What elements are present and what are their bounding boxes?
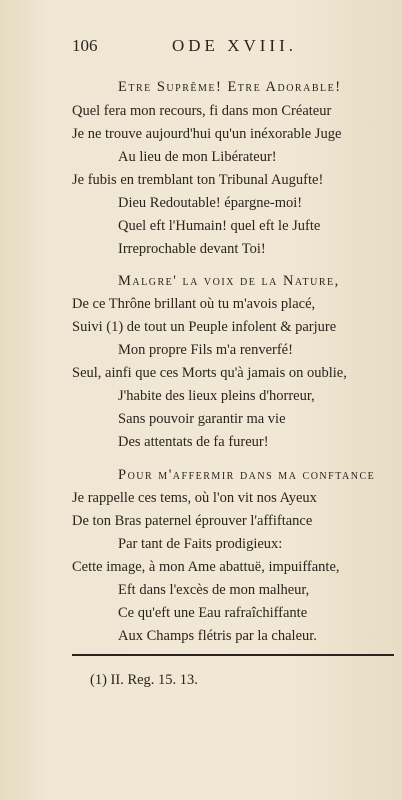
running-head: ODE XVIII.: [172, 36, 297, 55]
verse-line: Cette image, à mon Ame abattuë, impuiffante,: [72, 559, 340, 575]
verse-line: Sans pouvoir garantir ma vie: [118, 411, 286, 427]
page-number: 106: [72, 36, 98, 55]
footnote-rule: [72, 654, 394, 656]
verse-line: Etre Suprême! Etre Adorable!: [118, 79, 342, 95]
verse-line: De ton Bras paternel éprouver l'affiftance: [72, 513, 313, 529]
verse-line: Suivi (1) de tout un Peuple infolent & parjure: [72, 319, 337, 335]
verse-line: Pour m'affermir dans ma conftance: [118, 467, 376, 483]
verse-line: De ce Thrône brillant où tu m'avois placé,: [72, 296, 316, 312]
verse-line: Des attentats de fa fureur!: [118, 434, 269, 450]
verse-line: Je fubis en tremblant ton Tribunal Augufte!: [72, 172, 324, 188]
verse-line: Je ne trouve aujourd'hui qu'un inéxorable Juge: [72, 126, 342, 142]
verse-line: Dieu Redoutable! épargne-moi!: [118, 195, 303, 211]
verse-line: Par tant de Faits prodigieux:: [118, 536, 283, 552]
verse-line: Mon propre Fils m'a renverfé!: [118, 342, 293, 358]
verse-line: Ce qu'eft une Eau rafraîchiffante: [118, 605, 308, 621]
verse-line: Quel eft l'Humain! quel eft le Jufte: [118, 218, 321, 234]
verse-line: Seul, ainfi que ces Morts qu'à jamais on oublie,: [72, 365, 347, 381]
verse-line: Quel fera mon recours, fi dans mon Créateur: [72, 103, 332, 119]
verse-line: Je rappelle ces tems, où l'on vit nos Ayeux: [72, 490, 317, 506]
footnote: (1) II. Reg. 15. 13.: [90, 672, 198, 688]
verse-line: J'habite des lieux pleins d'horreur,: [118, 388, 315, 404]
page-header: [0, 36, 402, 60]
verse-line: Eft dans l'excès de mon malheur,: [118, 582, 310, 598]
verse-line: Malgre' la voix de la Nature,: [118, 273, 340, 289]
verse-line: Aux Champs flétris par la chaleur.: [118, 628, 317, 644]
verse-line: Au lieu de mon Libérateur!: [118, 149, 277, 165]
verse-line: Irreprochable devant Toi!: [118, 241, 266, 257]
